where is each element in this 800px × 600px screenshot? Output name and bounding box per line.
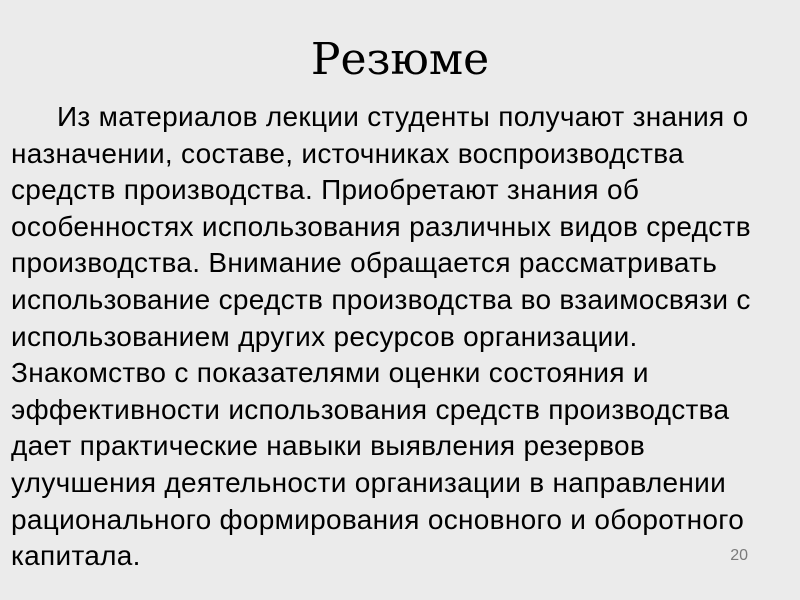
slide-title: Резюме [310, 34, 490, 85]
slide-body-text: Из материалов лекции студенты получают знания о назначении, составе, источниках воспроизводства средств производства. Приобретают знания об особенностях использования различных видов средств производства. Внимание обращается рассматривать использование средств производства во взаимосвязи с использованием других ресурсов организации. Знакомство с показателями оценки состояния и эффективности использования средств производства дает практические навыки выявления резервов улучшения деятельности организации в направлении рационального формирования основного и оборотного капитала. [11, 101, 751, 572]
page-number: 20 [730, 547, 748, 564]
